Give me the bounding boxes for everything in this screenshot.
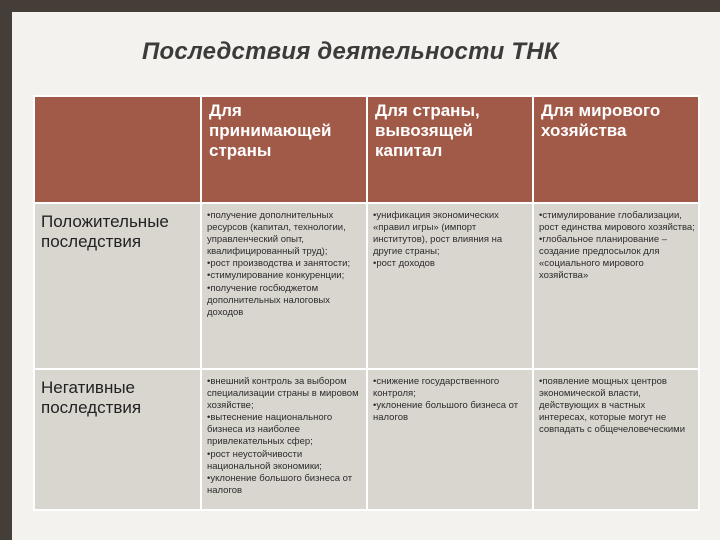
- cell-negative-world: [533, 369, 699, 510]
- list-item: •рост производства и занятости;: [207, 258, 351, 270]
- row-header-positive: Положительные последствия: [34, 203, 201, 369]
- list-item: •появление мощных центров экономической власти, действующих в частных интересах, которые могут не совпадать с общечеловеческими: [539, 376, 686, 436]
- cell-positive-world: [533, 203, 699, 369]
- list-item: •получение госбюджетом дополнительных налоговых доходов: [207, 282, 330, 318]
- list-item: •глобальное планирование – создание предпосылок для «социального мирового хозяйства»: [539, 234, 668, 282]
- cell-negative-host: [201, 369, 367, 510]
- list-item: •стимулирование глобализации, рост единства мирового хозяйства;: [539, 210, 695, 234]
- corner-cell: [34, 96, 201, 203]
- list-item: •уклонение большого бизнеса от налогов: [207, 472, 353, 496]
- column-header-host-country: Для принимающей страны: [201, 96, 367, 203]
- cell-positive-exporting: [367, 203, 533, 369]
- column-header-exporting-country: Для страны, вывозящей капитал: [367, 96, 533, 203]
- list-item: •унификация экономических «правил игры» (импорт институтов), рост влияния на другие страны;: [373, 210, 503, 258]
- table-row-negative: [34, 369, 699, 510]
- cell-positive-host: [201, 203, 367, 369]
- cell-negative-exporting: [367, 369, 533, 510]
- list-item: •получение дополнительных ресурсов (капитал, технологии, управленческий опыт, квалифицированный труд);: [207, 210, 346, 258]
- header-row: [34, 96, 699, 203]
- list-item: •рост доходов: [373, 258, 435, 270]
- column-header-world-economy: Для мирового хозяйства: [533, 96, 699, 203]
- list-item: •рост неустойчивости национальной экономики;: [207, 448, 322, 472]
- consequences-table: [33, 95, 700, 511]
- slide-title: Последствия деятельности ТНК: [142, 38, 559, 65]
- list-item: •внешний контроль за выбором специализации страны в мировом хозяйстве;: [207, 376, 359, 412]
- list-item: •уклонение большого бизнеса от налогов: [373, 400, 519, 424]
- row-header-negative: Негативные последствия: [34, 369, 201, 510]
- list-item: •снижение государственного контроля;: [373, 376, 500, 400]
- list-item: •стимулирование конкуренции;: [207, 270, 345, 282]
- list-item: •вытеснение национального бизнеса из наиболее привлекательных сфер;: [207, 412, 333, 448]
- table-row-positive: [34, 203, 699, 369]
